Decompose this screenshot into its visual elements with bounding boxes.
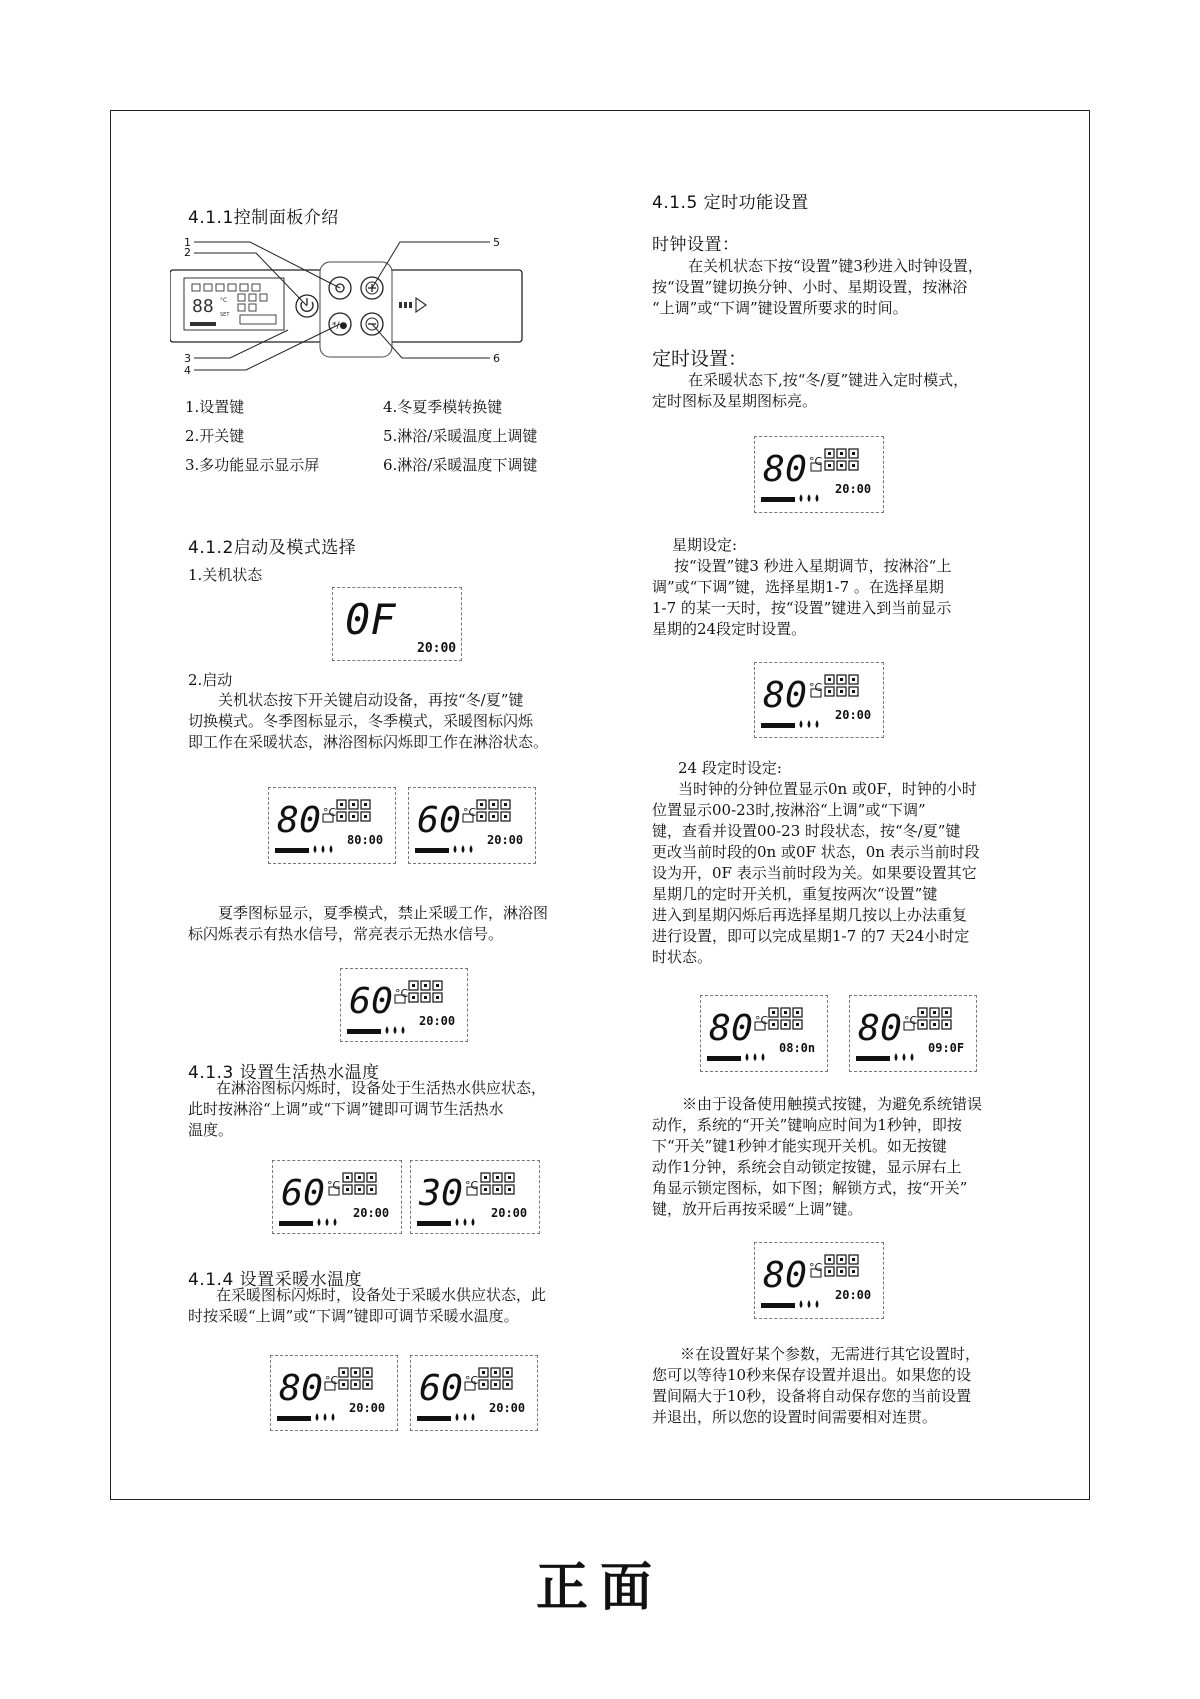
startup-text-line: 关机状态按下开关键启动设备，再按“冬/夏”键 [218,691,524,709]
timer-text-line: 定时图标及星期图标亮。 [652,392,818,410]
callout-3: 3 [184,352,191,365]
lcd-time: 20:00 [489,1401,526,1415]
lcd-status-icon-dot [364,815,367,818]
lcd-big-digits: 0F [345,595,396,644]
water-drop-icon [895,1053,898,1061]
lcd-big-digits: 80 [763,675,807,716]
lcd-time: 20:00 [487,833,524,847]
lcd-status-icon-dot [358,1188,361,1191]
key-2-label: 2.开关键 [185,427,245,445]
lcd-status-icon-dot [366,1371,369,1374]
water-drop-icon [314,845,317,853]
lcd-unit: °C [325,1374,339,1387]
note1-text-line: 键，放开后再按采暖“上调”键。 [652,1200,863,1218]
lcd-big-digits: 80 [763,1255,807,1296]
lcd-unit: °C [755,1014,769,1027]
lcd-status-icon-dot [921,1023,924,1026]
lcd-status-icon-dot [354,1383,357,1386]
note1-text-line: 动作，系统的“开关”键响应时间为1秒钟，即按 [652,1116,962,1134]
lcd-level-bar [277,1416,311,1421]
s413-text-line: 温度。 [188,1121,234,1139]
water-drop-icon [808,494,811,502]
segment-text-line: 进行设置，即可以完成星期1-7 的7 天24小时定 [652,927,970,945]
lcd-time: 20:00 [835,1288,872,1302]
key-4-label: 4.冬夏季模转换键 [383,398,503,416]
s413-text-line: 在淋浴图标闪烁时，设备处于生活热水供应状态， [216,1079,547,1097]
lcd-big-digits: 80 [277,800,321,841]
lcd-status-icon-dot [840,464,843,467]
section-4-1-3-title: 4.1.3 设置生活热水温度 [188,1063,380,1083]
lcd-status-icon-dot [352,803,355,806]
page-footer-label: 正面 [535,1558,664,1618]
water-drop-icon [903,1053,906,1061]
lcd-status-icon-dot [494,1371,497,1374]
lcd-summer [340,968,468,1042]
clock-text-line: “上调”或“下调”键设置所要求的时间。 [652,299,908,317]
section-4-1-1-title: 4.1.1控制面板介绍 [188,208,339,228]
water-drop-icon [746,1053,749,1061]
lcd-big-digits: 60 [419,1368,463,1409]
lcd-status-icon-dot [506,1371,509,1374]
lcd-unit: °C [809,1261,823,1274]
segment-text-line: 位置显示00-23时,按淋浴“上调”或“下调” [652,801,926,819]
key-6-label: 6.淋浴/采暖温度下调键 [383,456,538,474]
water-drop-icon [326,1218,329,1226]
lcd-unit: °C [327,1179,341,1192]
lcd-big-digits: 80 [763,449,807,490]
week-text-line: 1-7 的某一天时，按“设置”键进入到当前显示 [652,599,952,617]
water-drop-icon [456,1413,459,1421]
callout-6: 6 [493,352,500,365]
lcd-level-bar [761,497,795,502]
water-drop-icon [454,845,457,853]
s413-text-line: 此时按淋浴“上调”或“下调”键即可调节生活热水 [188,1100,504,1118]
lcd-status-icon-dot [828,1258,831,1261]
water-drop-icon [316,1413,319,1421]
note1-text-line: 动作1分钟，系统会自动锁定按键，显示屏右上 [652,1158,962,1176]
lcd-status-icon-dot [852,464,855,467]
water-drop-icon [470,845,473,853]
lcd-status-icon-dot [358,1176,361,1179]
water-drop-icon [472,1218,475,1226]
lcd-status-icon-dot [340,803,343,806]
water-drop-icon [322,845,325,853]
lcd-status-icon-dot [504,815,507,818]
lcd-time: 09:0F [928,1041,965,1055]
lcd-status-icon-dot [496,1176,499,1179]
svg-text:°C: °C [220,297,228,304]
water-drop-icon [464,1218,467,1226]
note2-text-line: ※在设置好某个参数，无需进行其它设置时， [680,1345,981,1363]
lcd-status-icon-dot [480,803,483,806]
lcd-status-icon-dot [852,452,855,455]
lcd-time: 80:00 [347,833,384,847]
lcd-status-icon-dot [492,803,495,806]
lcd-status-icon-dot [482,1371,485,1374]
lcd-status-icon-dot [772,1011,775,1014]
lcd-big-digits: 80 [709,1008,753,1049]
segment-text-line: 星期几的定时开关机，重复按两次“设置”键 [652,885,938,903]
lcd-status-icon-dot [784,1023,787,1026]
startup-text-line: 即工作在采暖状态，淋浴图标闪烁即工作在淋浴状态。 [188,733,549,751]
lcd-timer-1 [754,436,884,513]
lcd-status-icon-dot [828,1270,831,1273]
lcd-status-icon-dot [346,1188,349,1191]
lcd-off-state [332,587,462,661]
lcd-status-icon-dot [784,1011,787,1014]
lcd-level-bar [279,1221,313,1226]
lcd-status-icon-dot [352,815,355,818]
lcd-unit: °C [465,1179,479,1192]
lcd-status-icon-dot [484,1176,487,1179]
lcd-status-icon-dot [508,1176,511,1179]
callout-2: 2 [184,246,191,259]
lcd-status-icon-dot [921,1011,924,1014]
lcd-status-icon-dot [840,452,843,455]
svg-text:88: 88 [192,296,214,317]
week-setting-title: 星期设定: [672,536,738,554]
timer-setting-title: 定时设置： [652,348,748,370]
lcd-level-bar [417,1416,451,1421]
lcd-status-icon-dot [342,1371,345,1374]
lcd-status-icon-dot [346,1176,349,1179]
clock-text-line: 按“设置”键切换分钟、小时、星期设置，按淋浴 [652,278,968,296]
lcd-status-icon-dot [482,1383,485,1386]
lcd-lock [754,1242,884,1319]
lcd-level-bar [761,1303,795,1308]
water-drop-icon [762,1053,765,1061]
lcd-unit: °C [904,1014,918,1027]
lcd-status-icon-dot [354,1371,357,1374]
key-1-label: 1.设置键 [185,398,245,416]
water-drop-icon [800,720,803,728]
lcd-status-icon-dot [828,452,831,455]
lcd-status-icon-dot [828,678,831,681]
lcd-status-icon-dot [504,803,507,806]
note1-text-line: ※由于设备使用触摸式按键，为避免系统错误 [682,1095,983,1113]
lcd-status-icon-dot [480,815,483,818]
segment-text-line: 时状态。 [652,948,713,966]
startup-text-line: 切换模式。冬季图标显示，冬季模式，采暖图标闪烁 [188,712,534,730]
water-drop-icon [816,494,819,502]
lcd-dhw-2 [410,1160,540,1234]
lcd-status-icon-dot [852,1270,855,1273]
lcd-dhw-1 [272,1160,402,1234]
water-drop-icon [394,1026,397,1034]
lcd-status-icon-dot [840,1258,843,1261]
clock-text-line: 在关机状态下按“设置”键3秒进入时钟设置， [688,257,983,275]
water-drop-icon [324,1413,327,1421]
lcd-time: 20:00 [353,1206,390,1220]
key-5-label: 5.淋浴/采暖温度上调键 [383,427,538,445]
lcd-big-digits: 60 [417,800,461,841]
lcd-status-icon-dot [436,996,439,999]
lcd-time: 20:00 [419,1014,456,1028]
water-drop-icon [402,1026,405,1034]
week-text-line: 星期的24段定时设置。 [652,620,807,638]
summer-text-line: 标闪烁表示有热水信号，常亮表示无热水信号。 [188,925,504,943]
lcd-unit: °C [809,681,823,694]
water-drop-icon [386,1026,389,1034]
lcd-time: 20:00 [417,641,457,656]
water-drop-icon [318,1218,321,1226]
lcd-status-icon-dot [796,1011,799,1014]
lcd-status-icon-dot [840,690,843,693]
lcd-status-icon-dot [370,1176,373,1179]
lcd-status-icon-dot [852,690,855,693]
lcd-segment-1 [700,995,828,1072]
water-drop-icon [800,494,803,502]
week-text-line: 按“设置”键3 秒进入星期调节，按淋浴“上 [674,557,952,575]
water-drop-icon [462,845,465,853]
segment-setting-title: 24 段定时设定: [678,759,782,777]
lcd-status-icon-dot [945,1011,948,1014]
lcd-status-icon-dot [342,1383,345,1386]
note2-text-line: 并退出，所以您的设置时间需要相对连贯。 [652,1408,938,1426]
startup-label: 2.启动 [188,671,233,689]
note1-text-line: 角显示锁定图标，如下图；解锁方式，按“开关” [652,1179,968,1197]
water-drop-icon [800,1300,803,1308]
callout-4: 4 [184,364,191,377]
s414-text-line: 在采暖图标闪烁时，设备处于采暖水供应状态，此 [216,1286,547,1304]
lcd-status-icon-dot [933,1011,936,1014]
svg-text:SET: SET [220,312,230,318]
water-drop-icon [472,1413,475,1421]
week-text-line: 调”或“下调”键，选择星期1-7 。在选择星期 [652,578,944,596]
water-drop-icon [911,1053,914,1061]
lcd-unit: °C [323,806,337,819]
note2-text-line: 置间隔大于10秒，设备将自动保存您的当前设置 [652,1387,972,1405]
water-drop-icon [808,1300,811,1308]
lcd-status-icon-dot [364,803,367,806]
lcd-level-bar [856,1056,890,1061]
lcd-unit: °C [809,455,823,468]
water-drop-icon [754,1053,757,1061]
water-drop-icon [808,720,811,728]
lcd-status-icon-dot [492,815,495,818]
lcd-unit: °C [465,1374,479,1387]
segment-text-line: 当时钟的分钟位置显示0n 或0F，时钟的小时 [678,780,977,798]
lcd-status-icon-dot [412,984,415,987]
lcd-big-digits: 30 [417,1173,463,1214]
lcd-unit: °C [463,806,477,819]
lcd-status-icon-dot [796,1023,799,1026]
section-4-1-5-title: 4.1.5 定时功能设置 [652,193,809,213]
lcd-status-icon-dot [840,1270,843,1273]
lcd-big-digits: 60 [349,981,393,1022]
lcd-winter-1 [268,787,396,864]
lcd-timer-2 [754,662,884,738]
lcd-status-icon-dot [436,984,439,987]
water-drop-icon [332,1413,335,1421]
lcd-status-icon-dot [828,690,831,693]
section-4-1-4-title: 4.1.4 设置采暖水温度 [188,1270,363,1290]
lcd-status-icon-dot [424,984,427,987]
off-state-label: 1.关机状态 [188,566,263,584]
water-drop-icon [816,1300,819,1308]
lcd-level-bar [761,723,795,728]
control-panel-diagram [170,232,530,380]
water-drop-icon [464,1413,467,1421]
lcd-status-icon-dot [424,996,427,999]
clock-setting-title: 时钟设置： [652,235,740,255]
lcd-status-icon-dot [494,1383,497,1386]
lcd-status-icon-dot [506,1383,509,1386]
water-drop-icon [334,1218,337,1226]
lcd-segment-2 [849,995,977,1072]
lcd-big-digits: 80 [279,1368,323,1409]
lcd-status-icon-dot [366,1383,369,1386]
segment-text-line: 更改当前时段的0n 或0F 状态，0n 表示当前时段 [652,843,980,861]
lcd-time: 20:00 [835,708,872,722]
lcd-status-icon-dot [852,678,855,681]
lcd-time: 20:00 [349,1401,386,1415]
lcd-level-bar [417,1221,451,1226]
lcd-level-bar [415,848,449,853]
segment-text-line: 键，查看并设置00-23 时段状态，按“冬/夏”键 [652,822,961,840]
lcd-time: 20:00 [491,1206,528,1220]
water-drop-icon [456,1218,459,1226]
lcd-big-digits: 60 [281,1173,325,1214]
lcd-status-icon-dot [933,1023,936,1026]
lcd-status-icon-dot [370,1188,373,1191]
lcd-level-bar [347,1029,381,1034]
lcd-time: 08:0n [779,1041,816,1055]
timer-text-line: 在采暖状态下,按“冬/夏”键进入定时模式， [688,371,969,389]
lcd-level-bar [275,848,309,853]
lcd-winter-2 [408,787,536,864]
water-drop-icon [816,720,819,728]
segment-text-line: 设为开，0F 表示当前时段为关。如果要设置其它 [652,864,977,882]
lcd-status-icon-dot [508,1188,511,1191]
lcd-status-icon-dot [828,464,831,467]
lcd-ch-1 [270,1355,398,1431]
summer-text-line: 夏季图标显示，夏季模式，禁止采暖工作，淋浴图 [218,904,549,922]
callout-5: 5 [493,236,500,249]
water-drop-icon [330,845,333,853]
lcd-status-icon-dot [772,1023,775,1026]
lcd-status-icon-dot [852,1258,855,1261]
lcd-status-icon-dot [840,678,843,681]
lcd-big-digits: 80 [858,1008,902,1049]
s414-text-line: 时按采暖“上调”或“下调”键即可调节采暖水温度。 [188,1307,519,1325]
key-3-label: 3.多功能显示显示屏 [185,456,320,474]
segment-text-line: 进入到星期闪烁后再选择星期几按以上办法重复 [652,906,968,924]
lcd-level-bar [707,1056,741,1061]
lcd-time: 20:00 [835,482,872,496]
note1-text-line: 下“开关”键1秒钟才能实现开关机。如无按键 [652,1137,947,1155]
callout-1: 1 [184,236,191,249]
lcd-status-icon-dot [340,815,343,818]
section-4-1-2-title: 4.1.2启动及模式选择 [188,538,357,558]
lcd-ch-2 [410,1355,538,1431]
note2-text-line: 您可以等待10秒来保存设置并退出。如果您的设 [652,1366,972,1384]
lcd-unit: °C [395,987,409,1000]
lcd-status-icon-dot [484,1188,487,1191]
lcd-status-icon-dot [496,1188,499,1191]
lcd-status-icon-dot [945,1023,948,1026]
svg-text:*/●: */● [332,321,348,331]
lcd-status-icon-dot [412,996,415,999]
